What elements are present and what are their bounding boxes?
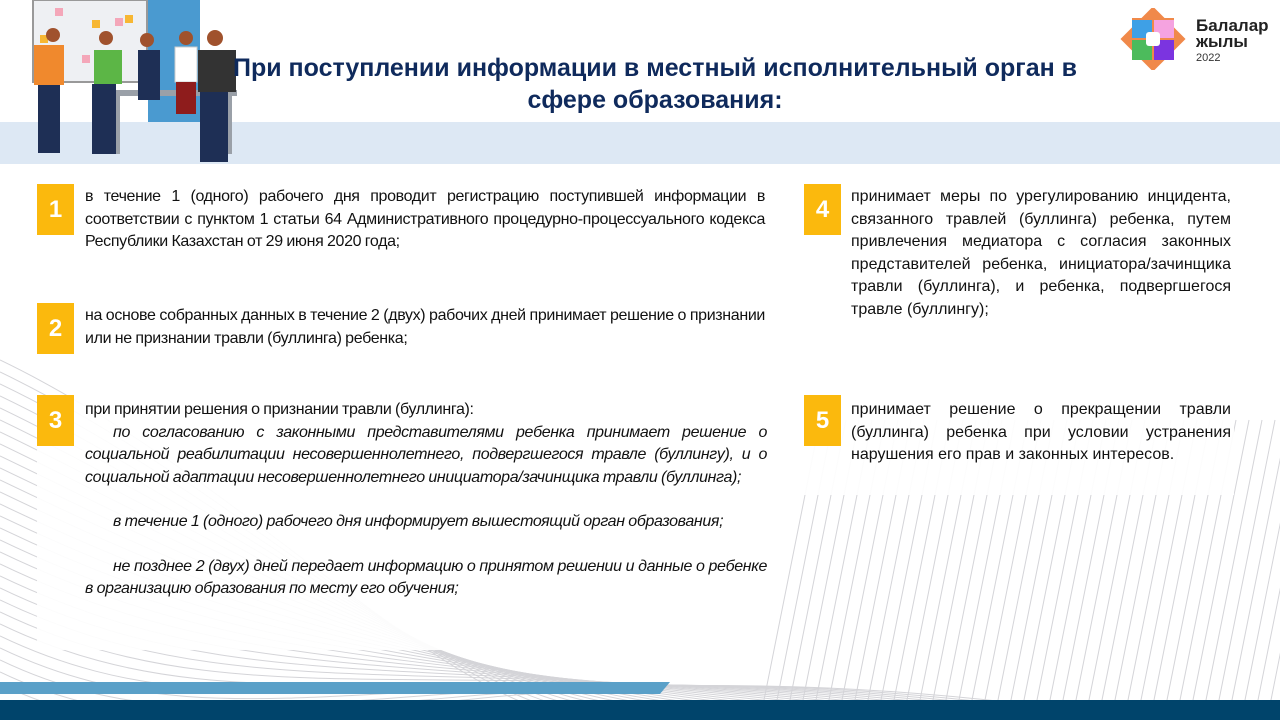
- logo-line2: жылы: [1196, 32, 1248, 51]
- subitem-text: в течение 1 (одного) рабочего дня информирует вышестоящий орган образования;: [113, 513, 724, 530]
- number-badge: 2: [37, 303, 74, 354]
- logo-flower-icon: [1118, 8, 1188, 70]
- footer-band: [0, 700, 1280, 720]
- logo-line1: Балалар: [1196, 16, 1269, 35]
- list-item-1: [37, 184, 767, 280]
- item-text: при принятии решения о признании травли (буллинга):: [85, 401, 474, 418]
- slide-title: При поступлении информации в местный исполнительный орган в сфере образования:: [232, 54, 1078, 114]
- wave-line: [1267, 420, 1280, 720]
- item-text: принимает меры по урегулированию инцидента, связанного травлей (буллинга) ребенка, путем привлечения медиатора с согласия законных представителей ребенка, инициатора/зачинщика травли (буллинга), и ребенка, подвергшегося травле (буллингу);: [851, 188, 1231, 318]
- logo: [1118, 8, 1280, 70]
- number-badge: 4: [804, 184, 841, 235]
- wave-line: [1228, 420, 1280, 720]
- logo-year: 2022: [1196, 52, 1221, 64]
- number-badge: 1: [37, 184, 74, 235]
- accent-stripe: [0, 682, 670, 694]
- list-item-2: [37, 303, 767, 355]
- list-item-5: [804, 395, 1234, 495]
- item-text: принимает решение о прекращении травли (буллинга) ребенка при условии устранения нарушения его прав и законных интересов.: [851, 401, 1231, 463]
- item-text: на основе собранных данных в течение 2 (двух) рабочих дней принимает решение о признании или не признании травли (буллинга) ребенка;: [85, 307, 765, 347]
- subitem-text: по согласованию с законными представителями ребенка принимает решение о социальной реабилитации несовершеннолетнего, подвергшегося травле (буллингу), и о социальной адаптации несовершеннолетнего инициатора/зачинщика травли (буллинга);: [85, 423, 767, 486]
- item-text: в течение 1 (одного) рабочего дня проводит регистрацию поступившей информации в соответствии с пунктом 1 статьи 64 Административного процедурно-процессуального кодекса Республики Казахстан от 29 июня 2020 года;: [85, 188, 765, 250]
- list-item-4: [804, 184, 1234, 349]
- subitem-text: не позднее 2 (двух) дней передает информацию о принятом решении и данные о ребенке в организацию образования по месту его обучения;: [85, 557, 767, 597]
- number-badge: 3: [37, 395, 74, 446]
- number-badge: 5: [804, 395, 841, 446]
- list-item-3: [37, 395, 772, 650]
- wave-line: [1241, 420, 1280, 720]
- team-meeting-illustration: [0, 0, 240, 165]
